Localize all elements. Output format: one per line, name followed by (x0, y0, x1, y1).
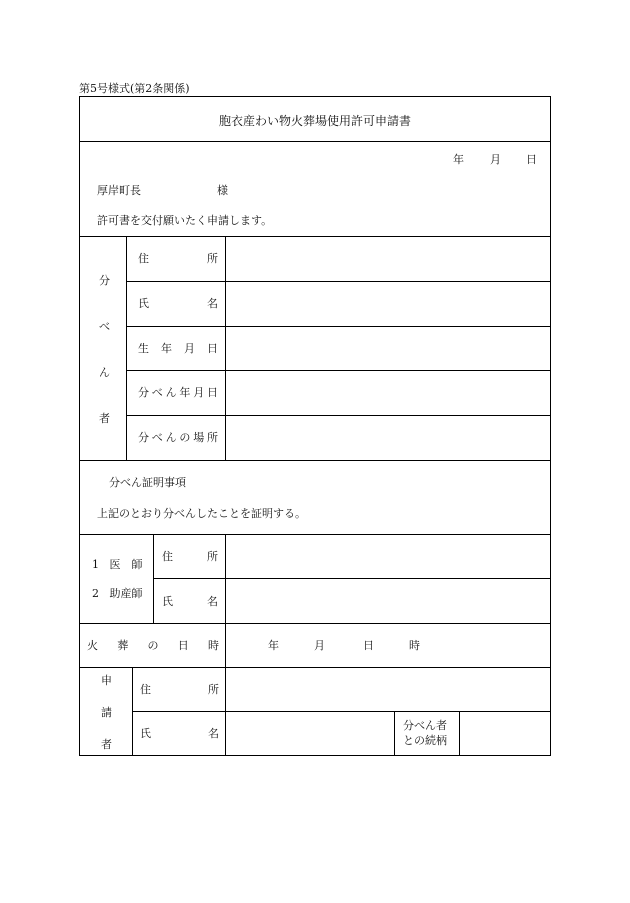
cremation-day-label: 日 (363, 639, 374, 652)
certificate-statement: 上記のとおり分べんしたことを証明する。 (97, 507, 306, 520)
mother-address-field[interactable] (226, 237, 550, 281)
mother-birth-date-field[interactable] (226, 327, 550, 370)
cremation-datetime-field[interactable] (226, 624, 550, 667)
mother-label-char: 者 (99, 412, 110, 425)
applicant-label-char: 申 (101, 674, 112, 687)
date-year-label: 年 (453, 153, 464, 166)
applicant-name-field[interactable] (226, 712, 394, 756)
request-text: 許可書を交付願いたく申請します。 (97, 214, 273, 227)
certifier-address-field[interactable] (226, 535, 550, 578)
mother-label-char: 分 (99, 274, 110, 287)
mother-birth-date-label: 生 年 月 日 (138, 342, 218, 355)
delivery-date-label: 分 べ ん 年 月 日 (138, 386, 218, 399)
mother-label-char: べ (99, 320, 110, 333)
mother-label-char: ん (99, 366, 110, 379)
cremation-year-label: 年 (268, 639, 279, 652)
delivery-date-field[interactable] (226, 371, 550, 415)
mother-name-field[interactable] (226, 282, 550, 326)
mother-address-label: 住 所 (138, 252, 218, 265)
form-title: 胞衣産わい物火葬場使用許可申請書 (218, 114, 411, 128)
certifier-address-label: 住 所 (162, 550, 218, 563)
cremation-datetime-label: 火 葬 の 日 時 (87, 639, 219, 652)
certifier-option-midwife[interactable]: 2 助産師 (92, 587, 143, 600)
relation-field[interactable] (460, 712, 550, 756)
applicant-address-label: 住 所 (140, 683, 219, 696)
delivery-place-field[interactable] (226, 416, 550, 460)
certifier-name-field[interactable] (226, 579, 550, 623)
applicant-name-label: 氏 名 (140, 727, 219, 740)
delivery-place-label: 分 べ ん の 場 所 (138, 431, 218, 444)
cremation-month-label: 月 (314, 639, 325, 652)
applicant-label-char: 者 (101, 738, 112, 751)
mother-name-label: 氏 名 (138, 297, 218, 310)
certifier-option-doctor[interactable]: 1 医 師 (92, 558, 143, 571)
relation-label-line2: との続柄 (403, 734, 447, 747)
date-month-label: 月 (490, 153, 501, 166)
form-number: 第5号様式(第2条関係) (79, 82, 190, 95)
applicant-label-char: 請 (101, 706, 112, 719)
certificate-heading: 分べん証明事項 (109, 476, 186, 489)
addressee-name: 厚岸町長 (97, 184, 141, 197)
certifier-name-label: 氏 名 (162, 595, 218, 608)
relation-label-line1: 分べん者 (403, 719, 447, 732)
application-form (79, 96, 551, 756)
applicant-address-field[interactable] (226, 668, 550, 711)
date-day-label: 日 (526, 153, 537, 166)
application-date[interactable] (440, 151, 550, 171)
addressee-suffix: 様 (217, 184, 228, 197)
cremation-hour-label: 時 (409, 639, 420, 652)
